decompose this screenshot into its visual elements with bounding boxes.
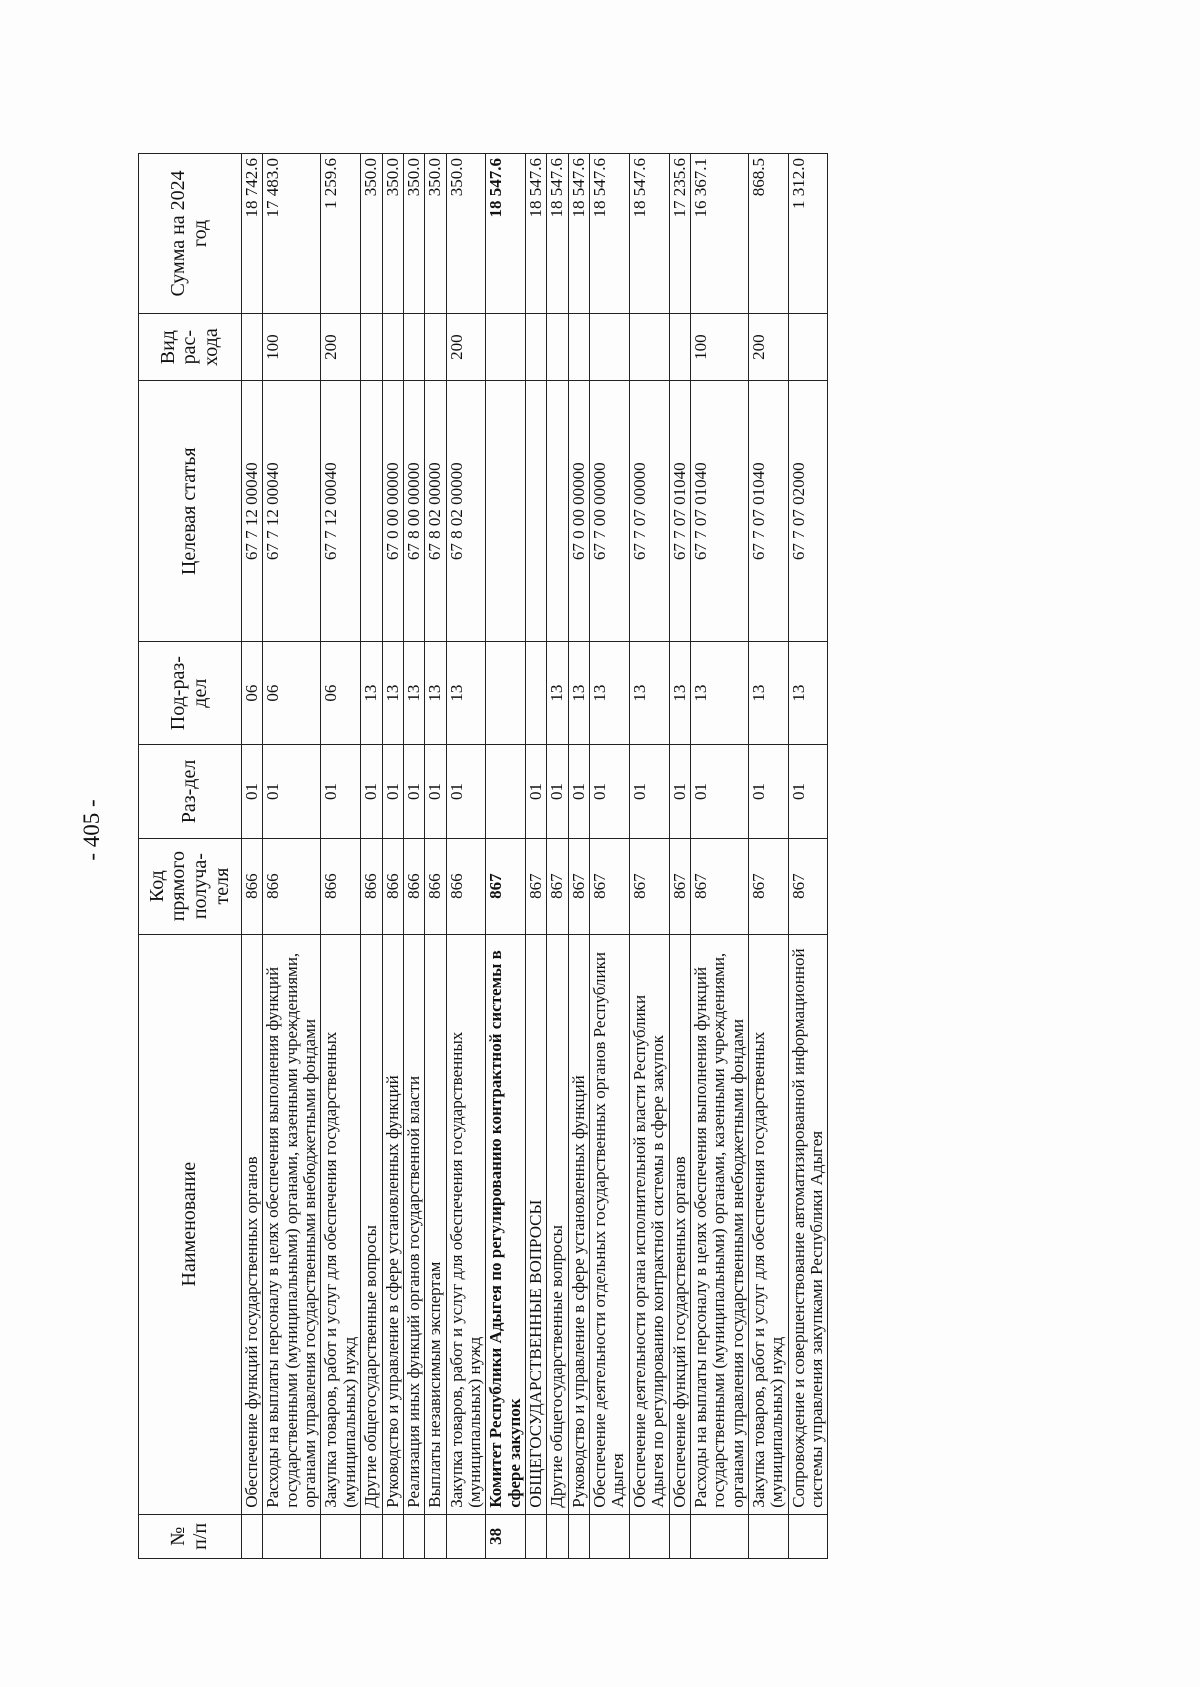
recipient-code-cell: 866 [263,838,321,934]
row-number-cell [590,1514,630,1558]
name-cell: Другие общегосударственные вопросы [547,934,568,1514]
expense-type-cell: 100 [263,313,321,381]
recipient-code-cell: 866 [425,838,446,934]
razdel-cell: 01 [547,745,568,838]
sum-cell: 350.0 [425,154,446,314]
expense-type-cell [382,313,403,381]
row-number-cell [669,1514,690,1558]
header-no: № п/п [139,1514,242,1558]
name-cell: Обеспечение деятельности отдельных государственных органов Республики Адыгея [590,934,630,1514]
podrazdel-cell: 13 [446,642,486,745]
expense-type-cell [669,313,690,381]
razdel-cell: 01 [263,745,321,838]
razdel-cell: 01 [242,745,263,838]
table-row [590,154,630,1559]
razdel-cell: 01 [446,745,486,838]
name-cell: Расходы на выплаты персоналу в целях обеспечения выполнения функций государственными (муниципальными) органами, казенными учреждениями, органами управления государственными внебюджетными фондами [263,934,321,1514]
row-number-cell [629,1514,669,1558]
sum-cell: 18 742.6 [242,154,263,314]
target-article-cell: 67 8 02 00000 [446,381,486,642]
expense-type-cell [590,313,630,381]
expense-type-cell [403,313,424,381]
recipient-code-cell: 867 [526,838,547,934]
table-row [629,154,669,1559]
recipient-code-cell: 867 [669,838,690,934]
header-expense-type: Вид рас-хода [139,313,242,381]
razdel-cell: 01 [425,745,446,838]
row-number-cell [382,1514,403,1558]
page-number: - 405 - [79,799,104,861]
name-cell: Выплаты независимым экспертам [425,934,446,1514]
name-cell: Руководство и управление в сфере установленных функций [382,934,403,1514]
header-target-article: Целевая статья [139,381,242,642]
name-cell: Сопровождение и совершенствование автоматизированной информационной системы управления закупками Республики Адыгея [788,934,828,1514]
expense-type-cell: 100 [690,313,748,381]
header-razdel: Раз-дел [139,745,242,838]
podrazdel-cell: 13 [403,642,424,745]
name-cell: Закупка товаров, работ и услуг для обеспечения государственных (муниципальных) нужд [446,934,486,1514]
razdel-cell: 01 [361,745,382,838]
table-row [321,154,361,1559]
recipient-code-cell: 867 [690,838,748,934]
row-number-cell [403,1514,424,1558]
expense-type-cell: 200 [446,313,486,381]
expense-type-cell [629,313,669,381]
expense-type-cell [526,313,547,381]
sum-cell: 350.0 [382,154,403,314]
podrazdel-cell [526,642,547,745]
razdel-cell: 01 [321,745,361,838]
podrazdel-cell: 13 [669,642,690,745]
sum-cell: 18 547.6 [590,154,630,314]
razdel-cell [486,745,526,838]
expense-type-cell: 200 [748,313,788,381]
name-cell: Другие общегосударственные вопросы [361,934,382,1514]
sum-cell: 18 547.6 [629,154,669,314]
expense-type-cell [242,313,263,381]
target-article-cell: 67 7 07 01040 [690,381,748,642]
row-number-cell [263,1514,321,1558]
row-number-cell: 38 [486,1514,526,1558]
name-cell: Обеспечение деятельности органа исполнительной власти Республики Адыгея по регулированию контрактной системы в сфере закупок [629,934,669,1514]
table-row [446,154,486,1559]
razdel-cell: 01 [669,745,690,838]
podrazdel-cell: 13 [629,642,669,745]
sum-cell: 868.5 [748,154,788,314]
target-article-cell: 67 7 07 00000 [629,381,669,642]
target-article-cell: 67 7 07 01040 [748,381,788,642]
sum-cell: 18 547.6 [568,154,589,314]
name-cell: Руководство и управление в сфере установленных функций [568,934,589,1514]
budget-table [138,153,828,1559]
sum-cell: 17 235.6 [669,154,690,314]
sum-cell: 1 259.6 [321,154,361,314]
table-row [361,154,382,1559]
target-article-cell: 67 7 07 01040 [669,381,690,642]
recipient-code-cell: 866 [446,838,486,934]
table-row [547,154,568,1559]
table-row [242,154,263,1559]
sum-cell: 350.0 [446,154,486,314]
target-article-cell: 67 7 00 00000 [590,381,630,642]
table-row [263,154,321,1559]
target-article-cell [526,381,547,642]
row-number-cell [425,1514,446,1558]
recipient-code-cell: 866 [382,838,403,934]
table-row [669,154,690,1559]
podrazdel-cell: 13 [382,642,403,745]
recipient-code-cell: 867 [547,838,568,934]
podrazdel-cell: 13 [547,642,568,745]
razdel-cell: 01 [590,745,630,838]
target-article-cell: 67 7 12 00040 [263,381,321,642]
podrazdel-cell: 13 [425,642,446,745]
podrazdel-cell: 06 [242,642,263,745]
sum-cell: 18 547.6 [547,154,568,314]
target-article-cell: 67 7 12 00040 [242,381,263,642]
podrazdel-cell: 13 [748,642,788,745]
header-podrazdel: Под-раз-дел [139,642,242,745]
target-article-cell: 67 8 02 00000 [425,381,446,642]
expense-type-cell [568,313,589,381]
header-name: Наименование [139,934,242,1514]
target-article-cell: 67 7 07 02000 [788,381,828,642]
expense-type-cell [486,313,526,381]
expense-type-cell [547,313,568,381]
name-cell: Обеспечение функций государственных органов [669,934,690,1514]
name-cell: Закупка товаров, работ и услуг для обеспечения государственных (муниципальных) нужд [321,934,361,1514]
target-article-cell: 67 0 00 00000 [568,381,589,642]
razdel-cell: 01 [788,745,828,838]
header-recipient-code: Код прямого получа-теля [139,838,242,934]
row-number-cell [788,1514,828,1558]
sum-cell: 18 547.6 [486,154,526,314]
podrazdel-cell: 06 [263,642,321,745]
row-number-cell [242,1514,263,1558]
name-cell: Реализация иных функций органов государственной власти [403,934,424,1514]
razdel-cell: 01 [690,745,748,838]
table-body [242,154,828,1559]
table-row [748,154,788,1559]
expense-type-cell [425,313,446,381]
table-row [382,154,403,1559]
table-row [690,154,748,1559]
target-article-cell [361,381,382,642]
recipient-code-cell: 867 [590,838,630,934]
row-number-cell [361,1514,382,1558]
row-number-cell [748,1514,788,1558]
recipient-code-cell: 866 [242,838,263,934]
target-article-cell [547,381,568,642]
sum-cell: 17 483.0 [263,154,321,314]
budget-table-landscape [138,153,1025,1559]
recipient-code-cell: 867 [788,838,828,934]
razdel-cell: 01 [568,745,589,838]
name-cell: Закупка товаров, работ и услуг для обеспечения государственных (муниципальных) нужд [748,934,788,1514]
name-cell: ОБЩЕГОСУДАРСТВЕННЫЕ ВОПРОСЫ [526,934,547,1514]
row-number-cell [568,1514,589,1558]
sum-cell: 350.0 [403,154,424,314]
table-header-row [139,154,242,1559]
table-row [788,154,828,1559]
razdel-cell: 01 [629,745,669,838]
sum-cell: 18 547.6 [526,154,547,314]
recipient-code-cell: 866 [361,838,382,934]
table-row [486,154,526,1559]
expense-type-cell [788,313,828,381]
podrazdel-cell: 13 [568,642,589,745]
name-cell: Комитет Республики Адыгея по регулированию контрактной системы в сфере закупок [486,934,526,1514]
podrazdel-cell: 06 [321,642,361,745]
recipient-code-cell: 866 [403,838,424,934]
podrazdel-cell: 13 [788,642,828,745]
podrazdel-cell [486,642,526,745]
budget-table-frame [138,153,1025,1559]
row-number-cell [446,1514,486,1558]
sum-cell: 1 312.0 [788,154,828,314]
sum-cell: 350.0 [361,154,382,314]
recipient-code-cell: 867 [748,838,788,934]
table-row [568,154,589,1559]
recipient-code-cell: 867 [568,838,589,934]
razdel-cell: 01 [526,745,547,838]
recipient-code-cell: 866 [321,838,361,934]
podrazdel-cell: 13 [590,642,630,745]
target-article-cell: 67 7 12 00040 [321,381,361,642]
recipient-code-cell: 867 [486,838,526,934]
razdel-cell: 01 [382,745,403,838]
razdel-cell: 01 [403,745,424,838]
table-row [425,154,446,1559]
table-row [526,154,547,1559]
podrazdel-cell: 13 [690,642,748,745]
razdel-cell: 01 [748,745,788,838]
recipient-code-cell: 867 [629,838,669,934]
sum-cell: 16 367.1 [690,154,748,314]
row-number-cell [526,1514,547,1558]
name-cell: Расходы на выплаты персоналу в целях обеспечения выполнения функций государственными (муниципальными) органами, казенными учреждениями, органами управления государственными внебюджетными фондами [690,934,748,1514]
header-sum-2024: Сумма на 2024 год [139,154,242,314]
table-row [403,154,424,1559]
expense-type-cell: 200 [321,313,361,381]
podrazdel-cell: 13 [361,642,382,745]
expense-type-cell [361,313,382,381]
row-number-cell [690,1514,748,1558]
target-article-cell: 67 8 00 00000 [403,381,424,642]
row-number-cell [547,1514,568,1558]
row-number-cell [321,1514,361,1558]
target-article-cell: 67 0 00 00000 [382,381,403,642]
name-cell: Обеспечение функций государственных органов [242,934,263,1514]
target-article-cell [486,381,526,642]
